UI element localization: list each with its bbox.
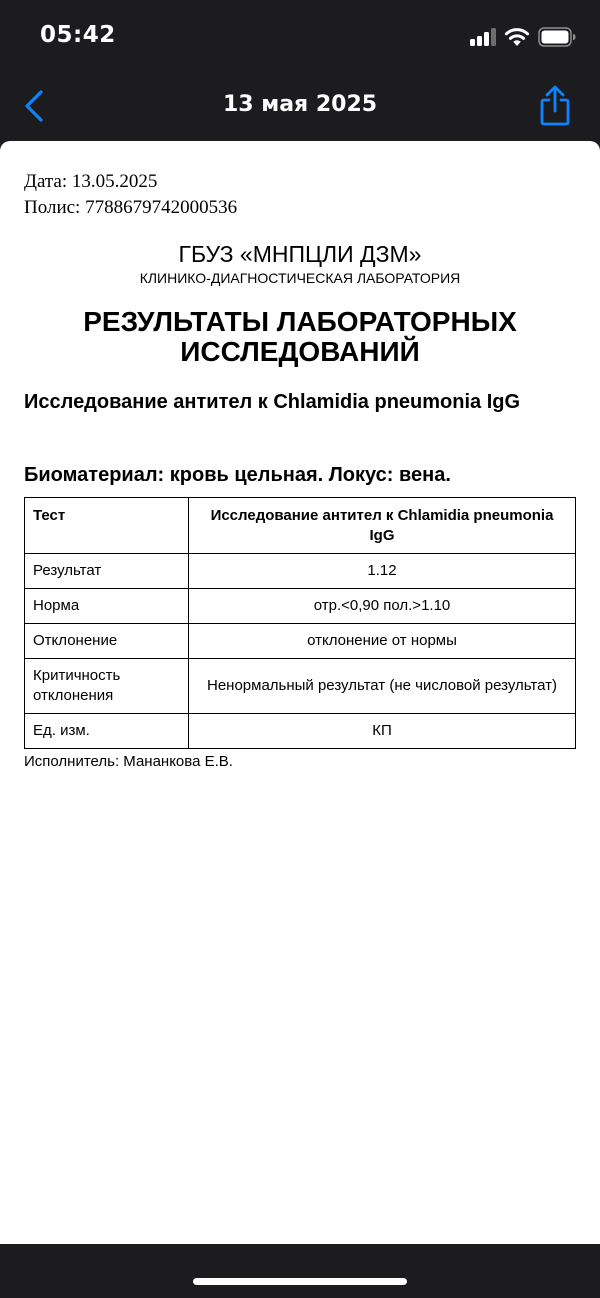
share-button[interactable]	[535, 84, 575, 128]
nav-title: 13 мая 2025	[222, 92, 378, 117]
table-cell-label: Ед. изм.	[25, 714, 189, 749]
table-cell-label: Отклонение	[25, 624, 189, 659]
document-meta	[24, 169, 237, 221]
cellular-signal-icon	[470, 28, 498, 46]
status-bar	[0, 0, 600, 72]
table-cell-value: КП	[189, 714, 576, 749]
table-header-label: Тест	[25, 498, 189, 554]
document-heading	[0, 307, 600, 367]
study-title: Исследование антител к Chlamidia pneumonia IgG	[24, 391, 521, 413]
executor-line: Исполнитель: Мананкова Е.В.	[24, 753, 233, 770]
table-cell-label: Норма	[25, 589, 189, 624]
table-row	[25, 714, 576, 749]
biomaterial-line: Биоматериал: кровь цельная. Локус: вена.	[24, 464, 451, 486]
document-policy: Полис: 7788679742000536	[24, 197, 238, 218]
table-cell-label: Результат	[25, 554, 189, 589]
table-row	[25, 554, 576, 589]
organization-subtitle: КЛИНИКО-ДИАГНОСТИЧЕСКАЯ ЛАБОРАТОРИЯ	[139, 270, 461, 286]
table-row	[25, 659, 576, 714]
document-date: Дата: 13.05.2025	[24, 171, 158, 192]
table-cell-value: Ненормальный результат (не числовой результат)	[189, 659, 576, 714]
document-heading-line2: ИССЛЕДОВАНИЙ	[180, 336, 420, 367]
wifi-icon	[504, 25, 530, 47]
share-icon	[535, 84, 575, 128]
table-header-value: Исследование антител к Chlamidia pneumonia IgG	[189, 498, 576, 554]
table-cell-value: 1.12	[189, 554, 576, 589]
home-indicator[interactable]	[193, 1278, 407, 1285]
battery-icon	[538, 27, 576, 47]
table-header-row	[25, 498, 576, 554]
document-heading-line1: РЕЗУЛЬТАТЫ ЛАБОРАТОРНЫХ	[83, 306, 517, 337]
nav-bar	[0, 72, 600, 140]
table-cell-label: Критичность отклонения	[25, 659, 189, 714]
table-cell-value: отр.<0,90 пол.>1.10	[189, 589, 576, 624]
document-page	[0, 141, 600, 1244]
results-table	[24, 497, 576, 749]
table-row	[25, 624, 576, 659]
organization-name: ГБУЗ «МНПЦЛИ ДЗМ»	[178, 241, 422, 267]
status-time: 05:42	[40, 22, 116, 48]
table-cell-value: отклонение от нормы	[189, 624, 576, 659]
table-row	[25, 589, 576, 624]
